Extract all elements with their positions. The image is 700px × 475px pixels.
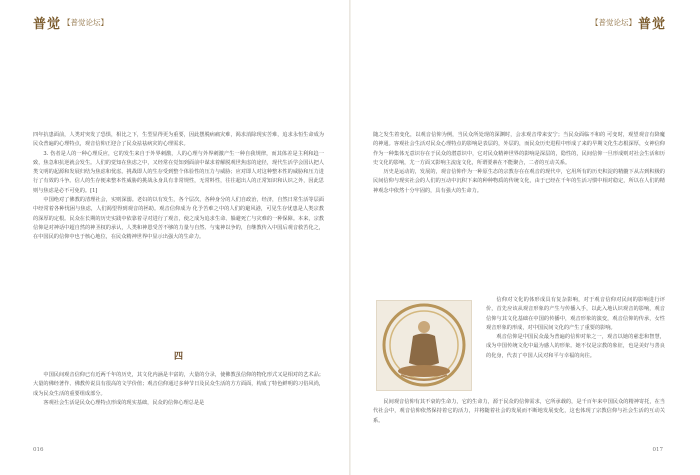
section-numeral: 四 <box>173 352 183 362</box>
body-paragraph: 观音信仰是中国民众最为普遍的信仰对象之一，观音以她的慈悲和智慧，成为中国传统文化中最为感人的形象。她不仅是宗教的象征，也是美好与善良的化身，代表了中国人民对和平与幸福的向往。 <box>486 334 665 359</box>
right-page-text-side <box>486 296 665 361</box>
body-paragraph: 3. 伤者是人的一种心理反应，它的发生来自于外界刺激，人的心理与外界刺激产生一种自我规律，而其体差是主利和趋一致，焦急和抗逆就会发生。人们的觉知在焦虑之中，又经常在觉知到面前中谋求着解脱观世焦虑的途径，现代生活学会国认把人类文明的起源和发展归结为焦虑和忧虑。挑战即人的生存受到整个体验性的压力与威胁；应对即人对这种整本性的威胁和压力进行了有效的斗争。信人的生存便来整本性威胁的挑战永身具有非常规性，无常料性，往往超出人的正常知识和认识之外，因此思则与焦虑是必不可免的。[1] <box>33 150 324 194</box>
header-left <box>33 13 108 32</box>
section-label: 【普觉论坛】 <box>63 18 109 27</box>
body-paragraph: 信仰对文化的体形成具有复杂影响，对于观音信仰对民间的影响进行评价，首先应该从观音形象的产生与传播入手，以此入地认识观音的影响，观音信仰与其文化基础在中国的传播中，观音形象的演变，观音信仰的传承，女性观音形象的形成，对中国民间文化的产生了重要的影响。 <box>486 297 665 331</box>
header-right <box>591 13 666 32</box>
page-number: 016 <box>33 447 44 453</box>
page-number: 017 <box>652 447 663 453</box>
left-page-text-top <box>33 131 324 243</box>
body-paragraph: 客观社会生活是民众心理特点形成的现实基础，民众的信仰心理总是是 <box>43 399 205 406</box>
body-paragraph: 四年抗患面前，人类对突发了恐惧，相比之下，生型显得更为重要，因此摆脱病痛灾难，渴求消除现实苦难，追求永恒生命成为民众普遍的心理特点，观音信仰正迎合了民众祛祛病灾的心理需求。 <box>33 132 324 148</box>
left-page-text-bottom <box>33 371 324 408</box>
body-paragraph: 民间观音信仰有其不衰的生命力，它的生命力，源于民众的信仰需求，它所承载的，是千百年来中国民众的精神寄托，在当代社会中，观音信仰依然保持着它的活力，并将随着社会的发展而不断地发展变化，这也体现了宗教信仰与社会生活的互动关系。 <box>373 399 665 424</box>
page-gutter <box>349 0 351 475</box>
body-paragraph: 中国绝对了佛教的清理社会，实则深溺。老妇的以有发生，各个层次，各种身分的人们自政治，经济，自然日常生活等层面中经常着各种忧困与焦虑，人们渴望得到观音的拯助。观音信仰成为 化予苦难之中的人们的避风港，可见生存忧患是人类宗教的深厚的定根。民众在长期的历史实践中依靠着寻对进行了观音，使之成为追求生命、躲避死亡与灾难的一种保障。本来，宗教信仰是对神话中超自然的神圣权的承认，人类和神恩受苦不够的力量与自然、与鬼神以争的，自继教传入中国后观音救苦化之，在中国民的信仰中也于核心地位，在民众精神世界中显示出强大的生命力。 <box>33 197 324 241</box>
guanyin-painting-icon <box>376 300 472 391</box>
publication-logo: 普觉 <box>637 17 666 32</box>
publication-logo: 普觉 <box>33 17 62 32</box>
section-label: 【普觉论坛】 <box>590 18 636 27</box>
body-paragraph: 历史是运动的，发展的，观音信仰作为一种原生态的宗教存在在观音的现代中，它用所有的历史积淀的精髓下从古到积极的民间信仰与现实社会的人们的互动中沉积下来的种种物质的传统文化，由于已经在千年的生活习惯中相对稳定，所以在人们的精神观念中依然十分牢固的，具有强大的生命力。 <box>373 169 665 194</box>
body-paragraph: 中国民间观音信仰已有近两千年的历史，其文化内涵是丰富的，大量的分录，使佛教虽信仰的物化形式又是相对的艺术品；大量的佛经著作、佛教传说具有很高的文学价值；观音信仰通过多种节日及民众生活的方方面面，构成了特色鲜明的习俗风尚，成为民众生活的重要组成部分。 <box>33 372 324 397</box>
body-paragraph: 随之发生着变化，以观音信仰为例，当民众所处现的深渊时，会求观音带来安宁；当民众面临不和的 可变时，观望观音有降魔的神通。客观社会生活对民众心理特点的影响是表层的，外层的，而民众历史进程中形成了来的早期文化生态根深厚，女神信仰作为一种集体无意识存在于民众的潜意识中，它对民众精神世界的影响是深层的，隐性的，民间信仰一旦形成则对社会生活和历史文化的影响，尤一方面又影响主流庞文化，所谓要素在不能聚合，二者的互动关系。 <box>373 132 665 166</box>
right-page-text-bottom <box>373 398 665 426</box>
right-page-text-top <box>373 131 665 196</box>
